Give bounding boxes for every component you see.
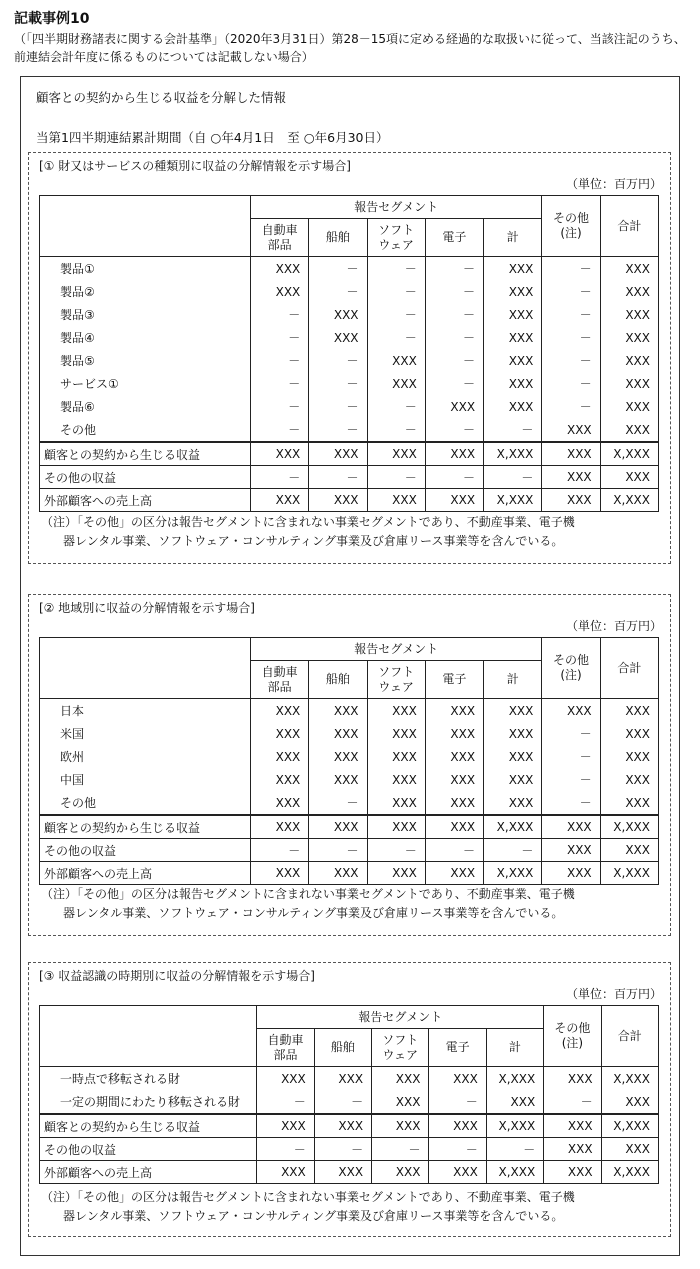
cell-value: － (425, 466, 483, 489)
cell-value: XXX (484, 745, 542, 768)
cell-value: － (367, 839, 425, 862)
header-other-line1: その他 (554, 1021, 591, 1035)
header-segment: 報告セグメント (257, 1006, 544, 1029)
cell-value: － (542, 303, 600, 326)
cell-value: X,XXX (600, 862, 658, 885)
summary-row (40, 442, 659, 466)
cell-value: XXX (600, 349, 658, 372)
period-label: 当第1四半期連結累計期間（自 ○年4月1日 至 ○年6月30日） (36, 130, 389, 145)
cell-value: － (542, 745, 600, 768)
cell-value: XXX (484, 395, 542, 418)
page-subtitle: （「四半期財務諸表に関する会計基準」（2020年3月31日）第28－15項に定める経過的な取扱いに従って、当該注記のうち、前連結会計年度に係るものについては記載しない場合） (14, 32, 686, 64)
cell-value: X,XXX (484, 489, 542, 512)
cell-value: － (484, 466, 542, 489)
header-auto-parts (251, 661, 309, 699)
cell-value: XXX (367, 489, 425, 512)
row-label: 製品③ (40, 303, 251, 326)
footnote (41, 885, 661, 923)
cell-value: XXX (367, 699, 425, 723)
cell-value: － (542, 768, 600, 791)
cell-value: － (251, 303, 309, 326)
cell-value: － (251, 372, 309, 395)
cell-value: XXX (544, 1067, 601, 1091)
box-product-type (28, 152, 671, 564)
cell-value: X,XXX (601, 1114, 658, 1138)
row-label: 米国 (40, 722, 251, 745)
header-software-line2: ウェア (378, 237, 414, 252)
cell-value: XXX (257, 1114, 314, 1138)
footnote-line1: （注）「その他」の区分は報告セグメントに含まれない事業セグメントであり、不動産事業、電子機 (41, 887, 575, 901)
cell-value: XXX (600, 280, 658, 303)
cell-value: － (309, 839, 367, 862)
cell-value: XXX (601, 1090, 658, 1114)
row-label: 製品① (40, 257, 251, 281)
header-auto-parts (257, 1029, 314, 1067)
cell-value: － (425, 280, 483, 303)
cell-value: XXX (544, 1114, 601, 1138)
cell-value: XXX (251, 815, 309, 839)
cell-value: － (251, 839, 309, 862)
cell-value: XXX (542, 466, 600, 489)
cell-value: XXX (251, 791, 309, 815)
cell-value: XXX (367, 862, 425, 885)
cell-value: － (429, 1090, 486, 1114)
header-total: 合計 (600, 638, 658, 699)
summary-row (40, 815, 659, 839)
cell-value: XXX (251, 442, 309, 466)
table-row (40, 372, 659, 395)
cell-value: － (542, 326, 600, 349)
header-software-line1: ソフト (378, 664, 415, 679)
footnote-line2: 器レンタル事業、ソフトウェア・コンサルティング事業及び倉庫リース事業等を含んでいる。 (63, 906, 564, 920)
header-other-line2: (注) (560, 226, 582, 240)
cell-value: XXX (309, 699, 367, 723)
footnote (41, 513, 661, 551)
cell-value: － (367, 418, 425, 442)
cell-value: XXX (314, 1114, 371, 1138)
cell-value: XXX (257, 1161, 314, 1184)
cell-value: XXX (367, 442, 425, 466)
header-electronics: 電子 (429, 1029, 486, 1067)
cell-value: X,XXX (486, 1161, 543, 1184)
cell-value: XXX (484, 699, 542, 723)
table-row (40, 418, 659, 442)
cell-value: XXX (367, 791, 425, 815)
header-row (40, 638, 659, 661)
cell-value: － (309, 372, 367, 395)
row-label: その他の収益 (40, 466, 251, 489)
cell-value: － (542, 372, 600, 395)
box-region (28, 594, 671, 936)
table-row (40, 257, 659, 281)
row-label: その他の収益 (40, 1138, 257, 1161)
summary-row (40, 489, 659, 512)
box-timing (28, 962, 671, 1237)
cell-value: XXX (309, 862, 367, 885)
cell-value: XXX (484, 303, 542, 326)
header-total: 合計 (601, 1006, 658, 1067)
cell-value: XXX (600, 768, 658, 791)
table-row (40, 699, 659, 723)
cell-value: XXX (484, 257, 542, 281)
header-segment: 報告セグメント (251, 196, 542, 219)
cell-value: － (367, 326, 425, 349)
cell-value: － (425, 372, 483, 395)
header-software (372, 1029, 429, 1067)
table-row (40, 1067, 659, 1091)
cell-value: XXX (367, 372, 425, 395)
cell-value: X,XXX (486, 1067, 543, 1091)
cell-value: XXX (251, 745, 309, 768)
cell-value: XXX (372, 1161, 429, 1184)
table-row (40, 722, 659, 745)
footnote-line2: 器レンタル事業、ソフトウェア・コンサルティング事業及び倉庫リース事業等を含んでいる。 (63, 1209, 564, 1223)
footnote (41, 1188, 661, 1226)
cell-value: XXX (425, 815, 483, 839)
page-title: 記載事例10 (14, 11, 90, 27)
cell-value: XXX (544, 1161, 601, 1184)
cell-value: XXX (600, 395, 658, 418)
header-row (40, 196, 659, 219)
header-total: 合計 (600, 196, 658, 257)
cell-value: XXX (484, 768, 542, 791)
cell-value: XXX (309, 768, 367, 791)
unit-label: （単位：百万円） (565, 619, 662, 633)
row-label: 欧州 (40, 745, 251, 768)
cell-value: XXX (484, 349, 542, 372)
revenue-table (39, 195, 659, 512)
row-label: 顧客との契約から生じる収益 (40, 1114, 257, 1138)
header-electronics: 電子 (425, 661, 483, 699)
revenue-table (39, 637, 659, 885)
cell-value: XXX (425, 722, 483, 745)
row-label: サービス① (40, 372, 251, 395)
header-other (542, 196, 600, 257)
cell-value: XXX (542, 489, 600, 512)
cell-value: XXX (542, 442, 600, 466)
cell-value: XXX (425, 862, 483, 885)
header-software-line1: ソフト (378, 222, 415, 237)
cell-value: XXX (429, 1161, 486, 1184)
cell-value: XXX (542, 418, 600, 442)
header-auto-parts-line2: 部品 (273, 1047, 298, 1062)
row-label: その他 (40, 791, 251, 815)
cell-value: XXX (309, 722, 367, 745)
row-label: 一時点で移転される財 (40, 1067, 257, 1091)
revenue-table (39, 1005, 659, 1184)
cell-value: － (542, 257, 600, 281)
header-other-line1: その他 (553, 211, 590, 225)
cell-value: － (309, 466, 367, 489)
box-title: [① 財又はサービスの種類別に収益の分解情報を示す場合] (39, 159, 351, 173)
row-label: 外部顧客への売上高 (40, 862, 251, 885)
cell-value: XXX (251, 722, 309, 745)
row-label: その他 (40, 418, 251, 442)
cell-value: XXX (372, 1114, 429, 1138)
cell-value: X,XXX (601, 1067, 658, 1091)
row-label: 外部顧客への売上高 (40, 1161, 257, 1184)
cell-value: XXX (251, 768, 309, 791)
cell-value: XXX (257, 1067, 314, 1091)
row-label: 外部顧客への売上高 (40, 489, 251, 512)
table-row (40, 349, 659, 372)
cell-value: － (309, 418, 367, 442)
cell-value: － (309, 395, 367, 418)
cell-value: － (425, 839, 483, 862)
cell-value: － (429, 1138, 486, 1161)
table-row (40, 326, 659, 349)
cell-value: － (367, 257, 425, 281)
cell-value: XXX (251, 699, 309, 723)
cell-value: XXX (309, 489, 367, 512)
cell-value: XXX (600, 699, 658, 723)
cell-value: XXX (425, 699, 483, 723)
summary-row (40, 466, 659, 489)
table-row (40, 303, 659, 326)
unit-label: （単位：百万円） (565, 177, 662, 191)
cell-value: XXX (600, 466, 658, 489)
cell-value: XXX (542, 839, 600, 862)
cell-value: XXX (600, 326, 658, 349)
cell-value: XXX (601, 1138, 658, 1161)
table-row (40, 280, 659, 303)
cell-value: XXX (484, 326, 542, 349)
section-heading: 顧客との契約から生じる収益を分解した情報 (36, 90, 287, 105)
cell-value: XXX (600, 791, 658, 815)
cell-value: XXX (372, 1090, 429, 1114)
cell-value: － (425, 326, 483, 349)
cell-value: XXX (372, 1067, 429, 1091)
cell-value: － (309, 257, 367, 281)
cell-value: XXX (484, 722, 542, 745)
cell-value: XXX (309, 326, 367, 349)
cell-value: XXX (484, 280, 542, 303)
cell-value: － (314, 1138, 371, 1161)
row-label: 顧客との契約から生じる収益 (40, 442, 251, 466)
cell-value: XXX (600, 722, 658, 745)
cell-value: X,XXX (484, 862, 542, 885)
summary-row (40, 1138, 659, 1161)
box-title: [③ 収益認識の時期別に収益の分解情報を示す場合] (39, 969, 315, 983)
cell-value: X,XXX (486, 1114, 543, 1138)
cell-value: － (367, 395, 425, 418)
cell-value: XXX (425, 745, 483, 768)
row-label: 日本 (40, 699, 251, 723)
cell-value: － (425, 303, 483, 326)
cell-value: XXX (600, 303, 658, 326)
cell-value: XXX (600, 257, 658, 281)
header-auto-parts-line1: 自動車 (267, 1032, 304, 1047)
cell-value: XXX (309, 815, 367, 839)
table-row (40, 791, 659, 815)
header-auto-parts-line1: 自動車 (261, 222, 298, 237)
cell-value: XXX (367, 722, 425, 745)
header-auto-parts-line2: 部品 (267, 237, 292, 252)
cell-value: XXX (600, 372, 658, 395)
cell-value: － (542, 395, 600, 418)
row-label: その他の収益 (40, 839, 251, 862)
cell-value: － (314, 1090, 371, 1114)
header-software-line2: ウェア (382, 1047, 419, 1062)
header-other (544, 1006, 601, 1067)
cell-value: XXX (429, 1114, 486, 1138)
header-other-line1: その他 (553, 653, 590, 667)
header-other-line2: (注) (560, 668, 582, 682)
cell-value: XXX (542, 699, 600, 723)
cell-value: － (309, 349, 367, 372)
cell-value: － (425, 418, 483, 442)
header-subtotal: 計 (484, 219, 542, 257)
cell-value: － (542, 791, 600, 815)
cell-value: － (251, 326, 309, 349)
cell-value: － (309, 280, 367, 303)
header-segment: 報告セグメント (251, 638, 542, 661)
footnote-line2: 器レンタル事業、ソフトウェア・コンサルティング事業及び倉庫リース事業等を含んでいる。 (63, 534, 564, 548)
header-blank (40, 196, 251, 257)
header-software-line2: ウェア (378, 679, 414, 694)
header-blank (40, 638, 251, 699)
header-auto-parts-line2: 部品 (267, 679, 292, 694)
cell-value: XXX (367, 349, 425, 372)
header-electronics: 電子 (425, 219, 483, 257)
box-title: [② 地域別に収益の分解情報を示す場合] (39, 601, 255, 615)
header-auto-parts (251, 219, 309, 257)
summary-row (40, 1161, 659, 1184)
cell-value: － (372, 1138, 429, 1161)
cell-value: XXX (314, 1161, 371, 1184)
header-ships: 船舶 (309, 661, 367, 699)
header-software (367, 661, 425, 699)
cell-value: XXX (367, 745, 425, 768)
header-other-line2: (注) (561, 1036, 584, 1050)
table-row (40, 768, 659, 791)
cell-value: － (367, 280, 425, 303)
cell-value: XXX (309, 303, 367, 326)
cell-value: － (251, 418, 309, 442)
cell-value: XXX (484, 791, 542, 815)
cell-value: － (484, 839, 542, 862)
header-ships: 船舶 (309, 219, 367, 257)
cell-value: XXX (600, 418, 658, 442)
cell-value: XXX (542, 815, 600, 839)
cell-value: X,XXX (484, 442, 542, 466)
cell-value: － (251, 349, 309, 372)
cell-value: XXX (251, 280, 309, 303)
cell-value: XXX (600, 839, 658, 862)
row-label: 顧客との契約から生じる収益 (40, 815, 251, 839)
cell-value: XXX (425, 791, 483, 815)
table-row (40, 745, 659, 768)
cell-value: XXX (425, 489, 483, 512)
cell-value: XXX (425, 395, 483, 418)
cell-value: － (251, 466, 309, 489)
cell-value: － (251, 395, 309, 418)
header-software-line1: ソフト (382, 1032, 419, 1047)
cell-value: － (257, 1138, 314, 1161)
cell-value: X,XXX (600, 489, 658, 512)
header-subtotal: 計 (486, 1029, 543, 1067)
footnote-line1: （注）「その他」の区分は報告セグメントに含まれない事業セグメントであり、不動産事業、電子機 (41, 515, 575, 529)
row-label: 製品② (40, 280, 251, 303)
cell-value: XXX (314, 1067, 371, 1091)
cell-value: － (542, 722, 600, 745)
cell-value: XXX (251, 862, 309, 885)
cell-value: － (484, 418, 542, 442)
cell-value: XXX (542, 862, 600, 885)
cell-value: － (257, 1090, 314, 1114)
header-subtotal: 計 (484, 661, 542, 699)
cell-value: XXX (425, 442, 483, 466)
cell-value: XXX (309, 442, 367, 466)
row-label: 一定の期間にわたり移転される財 (40, 1090, 257, 1114)
row-label: 製品⑥ (40, 395, 251, 418)
cell-value: XXX (425, 768, 483, 791)
cell-value: － (425, 257, 483, 281)
cell-value: XXX (367, 768, 425, 791)
cell-value: XXX (544, 1138, 601, 1161)
cell-value: XXX (600, 745, 658, 768)
cell-value: － (542, 349, 600, 372)
table-row (40, 395, 659, 418)
row-label: 製品⑤ (40, 349, 251, 372)
cell-value: XXX (429, 1067, 486, 1091)
cell-value: X,XXX (484, 815, 542, 839)
unit-label: （単位：百万円） (565, 987, 662, 1001)
cell-value: － (425, 349, 483, 372)
cell-value: － (542, 280, 600, 303)
cell-value: XXX (251, 489, 309, 512)
cell-value: XXX (486, 1090, 543, 1114)
cell-value: XXX (367, 815, 425, 839)
header-auto-parts-line1: 自動車 (261, 664, 298, 679)
cell-value: XXX (251, 257, 309, 281)
row-label: 中国 (40, 768, 251, 791)
footnote-line1: （注）「その他」の区分は報告セグメントに含まれない事業セグメントであり、不動産事業、電子機 (41, 1190, 575, 1204)
cell-value: X,XXX (601, 1161, 658, 1184)
header-ships: 船舶 (314, 1029, 371, 1067)
cell-value: XXX (309, 745, 367, 768)
cell-value: X,XXX (600, 442, 658, 466)
cell-value: － (309, 791, 367, 815)
table-row (40, 1090, 659, 1114)
summary-row (40, 862, 659, 885)
header-software (367, 219, 425, 257)
cell-value: X,XXX (600, 815, 658, 839)
summary-row (40, 1114, 659, 1138)
cell-value: XXX (484, 372, 542, 395)
cell-value: － (367, 466, 425, 489)
header-row (40, 1006, 659, 1029)
summary-row (40, 839, 659, 862)
row-label: 製品④ (40, 326, 251, 349)
cell-value: － (367, 303, 425, 326)
header-blank (40, 1006, 257, 1067)
cell-value: － (544, 1090, 601, 1114)
header-other (542, 638, 600, 699)
cell-value: － (486, 1138, 543, 1161)
